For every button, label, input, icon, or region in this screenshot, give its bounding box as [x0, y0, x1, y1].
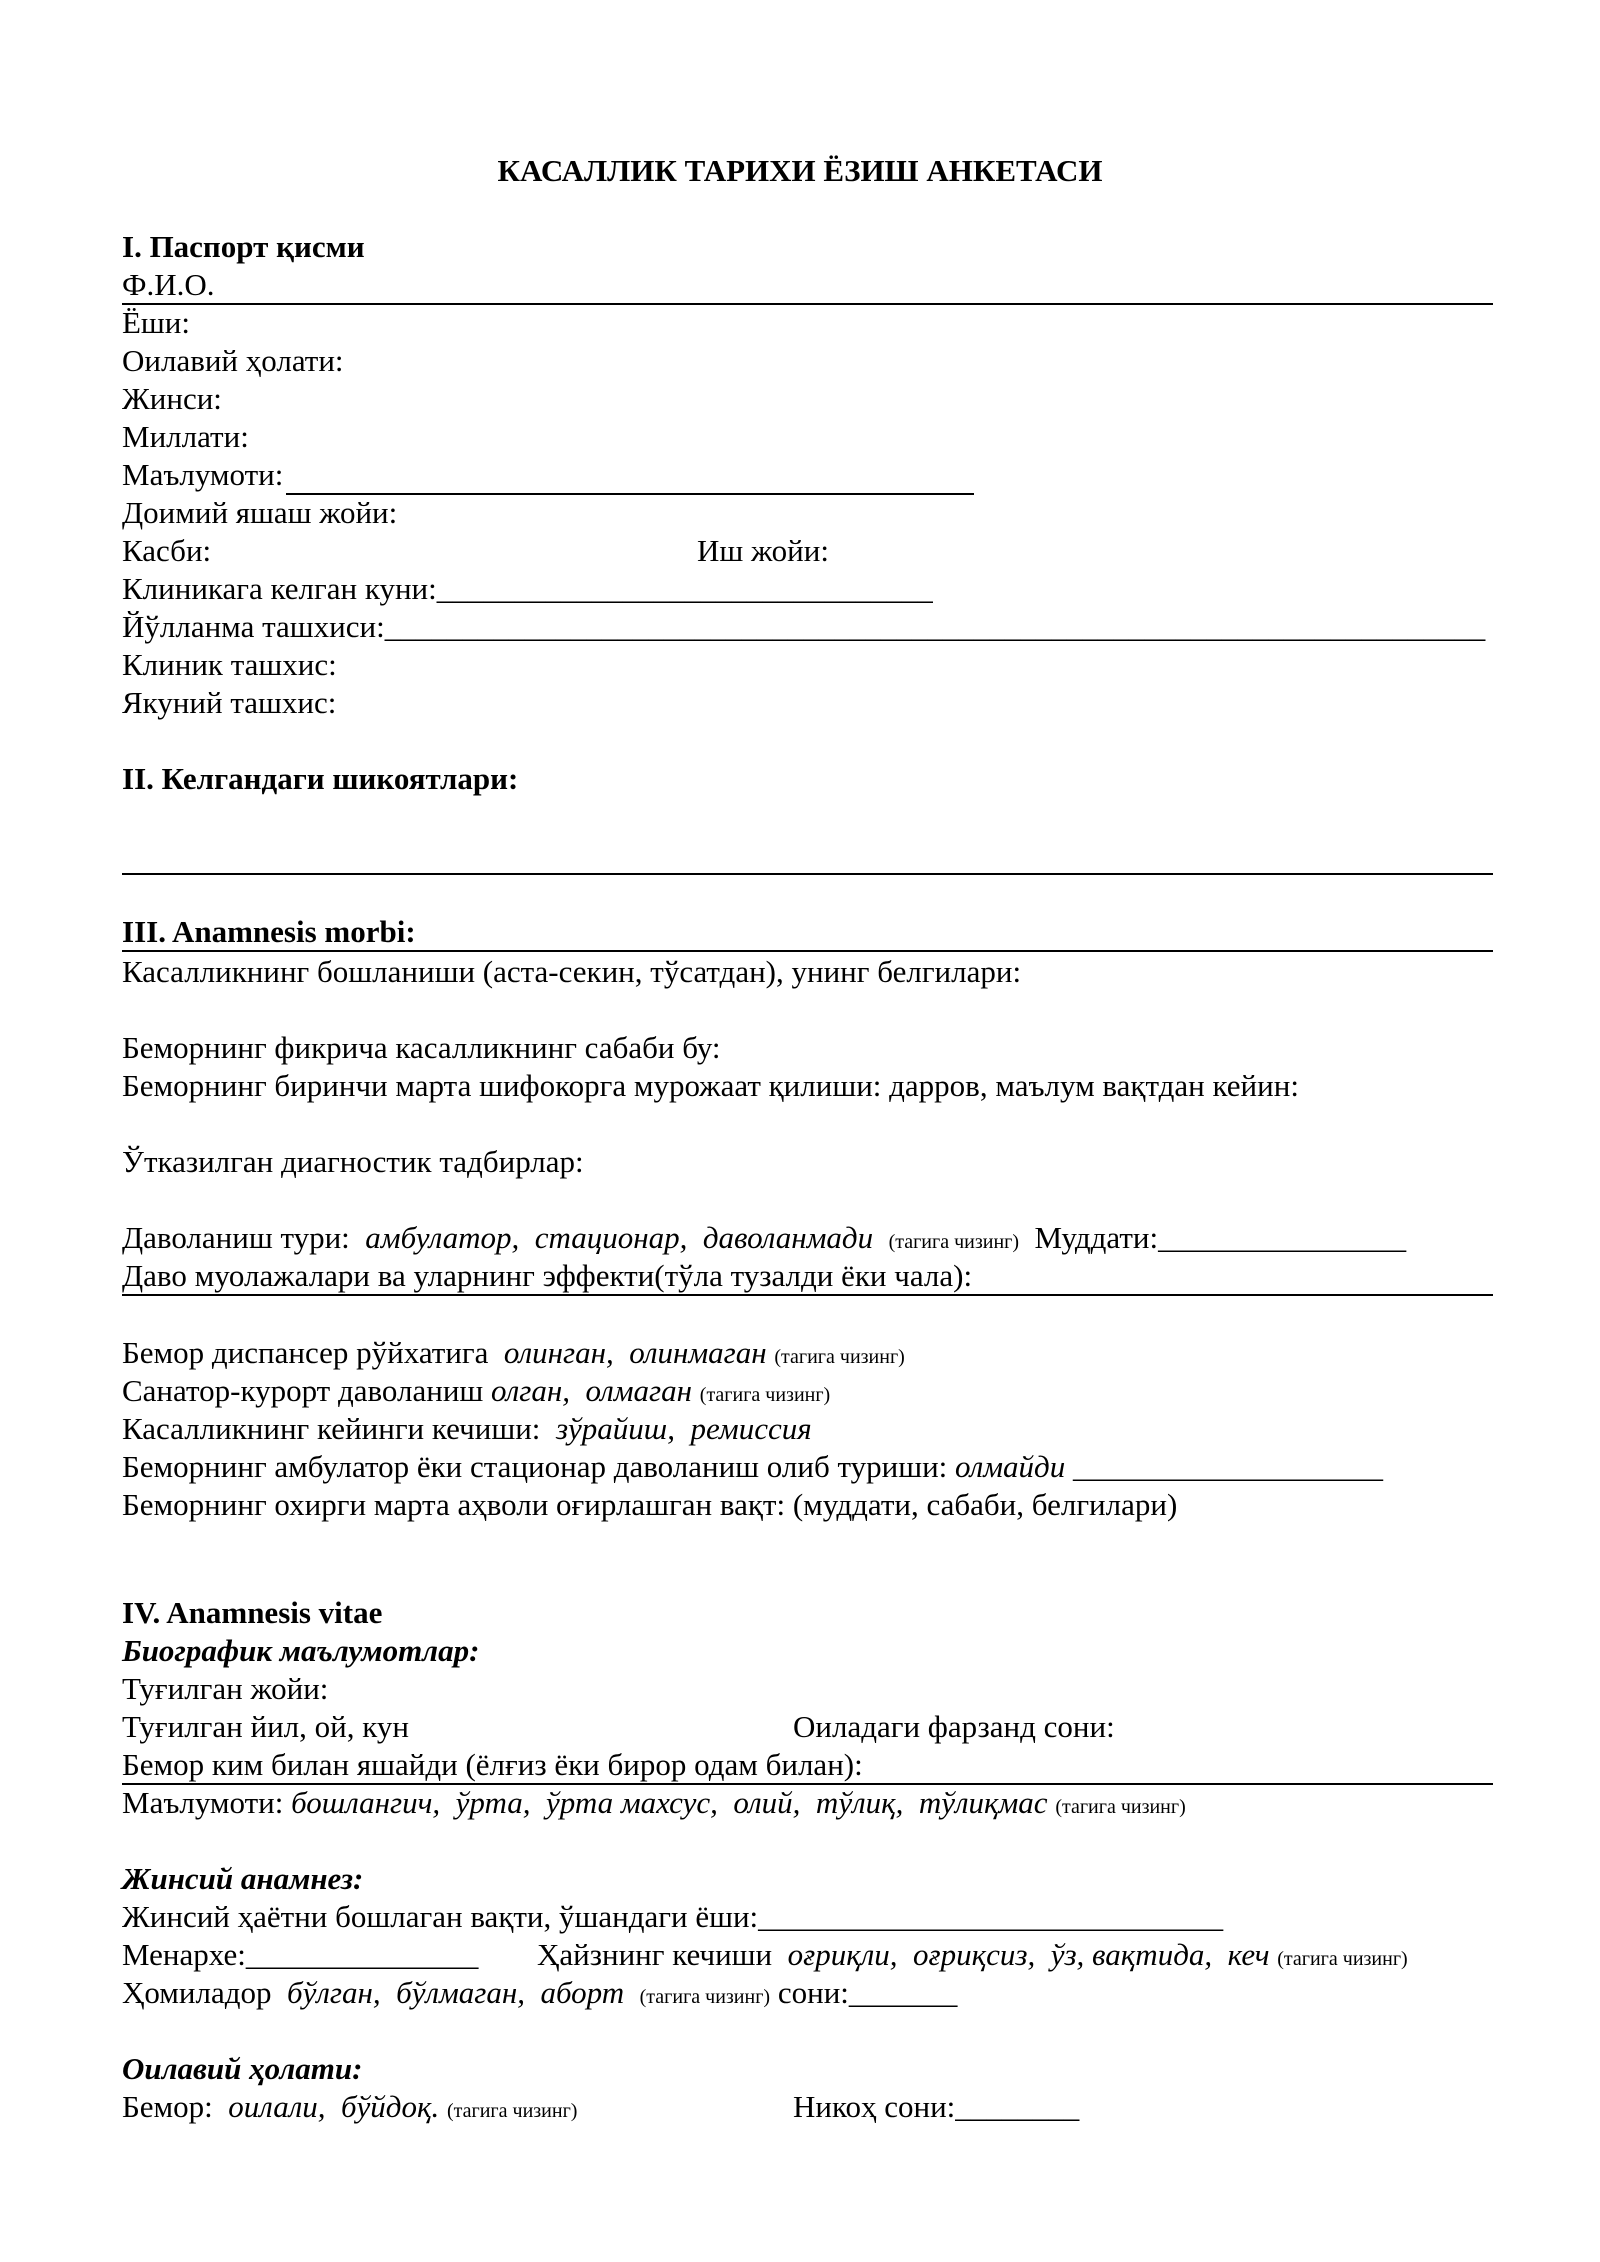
field-sex-life-start: Жинсий ҳаётни бошлаган вақти, ўшандаги ёши:______________________________	[122, 1899, 1224, 1934]
menses-options: оғриқли, оғриқсиз, ўз, вақтида, кеч	[787, 1937, 1270, 1972]
underline-note: (тагига чизинг)	[1277, 1948, 1408, 1970]
patient-marital-options: оилали, бўйдоқ.	[228, 2089, 440, 2124]
dispensary-label: Бемор диспансер рўйхатига	[122, 1335, 504, 1370]
vitae-education-options: бошлангич, ўрта, ўрта махсус, олий, тўлиқ, тўлиқмас	[291, 1785, 1048, 1820]
sanatorium-options: олган, олмаган	[491, 1373, 693, 1408]
field-menarche: Менархе:_______________	[122, 1937, 479, 1972]
field-diagnostics: Ўтказилган диагностик тадбирлар:	[122, 1144, 584, 1179]
underline-note: (тагига чизинг)	[774, 1346, 905, 1368]
field-pregnancy	[122, 1974, 957, 2016]
field-profession: Касби:	[122, 533, 212, 568]
field-children-count: Оиладаги фарзанд сони:	[793, 1709, 1115, 1744]
field-vitae-education	[122, 1784, 1186, 1826]
underline-note: (тагига чизинг)	[639, 1986, 771, 2008]
field-lives-with: Бемор ким билан яшайди (ёлғиз ёки бирор одам билан):	[122, 1747, 863, 1782]
regular-treatment-line: ____________________	[1065, 1449, 1383, 1484]
field-last-worsening: Беморнинг охирги марта аҳволи оғирлашган вақт: (муддати, сабаби, белгилари)	[122, 1487, 1178, 1522]
field-fio: Ф.И.О.	[122, 267, 215, 302]
vitae-education-label: Маълумоти:	[122, 1785, 292, 1820]
section-4-heading: IV. Anamnesis vitae	[122, 1595, 383, 1630]
field-treatment-effect: Даво муолажалари ва уларнинг эффекти(тўла тузалди ёки чала):	[122, 1258, 973, 1293]
treatment-type-label: Даволаниш тури:	[122, 1220, 366, 1255]
field-regular-treatment	[122, 1448, 1383, 1486]
menses-label: Ҳайзнинг кечиши	[537, 1937, 788, 1972]
dispensary-options: олинган, олинмаган	[503, 1335, 767, 1370]
family-status-heading: Оилавий ҳолати:	[122, 2051, 363, 2086]
underline-note: (тагига чизинг)	[699, 1384, 831, 1406]
sanatorium-label: Санатор-курорт даволаниш	[122, 1373, 492, 1408]
pregnancy-options: бўлган, бўлмаган, аборт	[287, 1975, 625, 2010]
field-birthplace: Туғилган жойи:	[122, 1671, 329, 1706]
field-onset: Касалликнинг бошланиши (аста-секин, тўсатдан), унинг белгилари:	[122, 954, 1022, 989]
field-sanatorium	[122, 1372, 830, 1414]
field-dispensary	[122, 1334, 905, 1376]
pregnancy-label: Ҳомиладор	[122, 1975, 288, 2010]
sexual-anamnesis-heading: Жинсий анамнез:	[122, 1861, 364, 1896]
field-first-visit: Беморнинг биринчи марта шифокорга мурожаат қилиши: дарров, маълум вақтдан кейин:	[122, 1068, 1299, 1103]
regular-treatment-option: олмайди	[955, 1449, 1066, 1484]
field-education: Маълумоти:	[122, 457, 284, 492]
fio-line	[122, 303, 1493, 305]
field-residence: Доимий яшаш жойи:	[122, 495, 398, 530]
field-menses	[537, 1936, 1408, 1978]
regular-treatment-label: Беморнинг амбулатор ёки стационар даволаниш олиб туриши:	[122, 1449, 956, 1484]
field-clinic-date: Клиникага келган куни:________________________________	[122, 571, 933, 606]
treatment-type-options: амбулатор, стационар, даволанмади	[365, 1220, 874, 1255]
field-course	[122, 1410, 812, 1448]
pregnancy-count: сони:_______	[770, 1975, 958, 2010]
field-birthdate: Туғилган йил, ой, кун	[122, 1709, 409, 1744]
document-title: КАСАЛЛИК ТАРИХИ ЁЗИШ АНКЕТАСИ	[497, 153, 1103, 188]
field-marriages-count: Никоҳ сони:________	[793, 2089, 1080, 2124]
field-sex: Жинси:	[122, 381, 222, 416]
field-workplace: Иш жойи:	[697, 533, 829, 568]
treatment-duration: Муддати:________________	[1034, 1220, 1407, 1255]
field-age: Ёши:	[122, 305, 191, 340]
field-referral-diagnosis: Йўлланма ташхиси:_______________________________________________________________________	[122, 609, 1486, 644]
course-label: Касалликнинг кейинги кечиши:	[122, 1411, 556, 1446]
treatment-effect-line	[122, 1294, 1493, 1296]
section-1-heading: I. Паспорт қисми	[122, 229, 365, 264]
field-final-diagnosis: Якуний ташхис:	[122, 685, 337, 720]
section-2-heading: II. Келгандаги шикоятлари:	[122, 761, 519, 796]
section-3-heading: III. Anamnesis morbi:	[122, 914, 416, 949]
underline-note: (тагига чизинг)	[447, 2100, 578, 2122]
patient-marital-label: Бемор:	[122, 2089, 229, 2124]
underline-note: (тагига чизинг)	[1055, 1796, 1186, 1818]
complaints-line	[122, 873, 1493, 875]
field-cause: Беморнинг фикрича касалликнинг сабаби бу:	[122, 1030, 721, 1065]
field-patient-marital	[122, 2088, 577, 2130]
field-marital: Оилавий ҳолати:	[122, 343, 344, 378]
biography-heading: Биографик маълумотлар:	[122, 1633, 480, 1668]
anamnesis-morbi-line	[122, 950, 1493, 952]
underline-note: (тагига чизинг)	[888, 1231, 1020, 1253]
course-options: зўрайиш, ремиссия	[555, 1411, 812, 1446]
field-clinical-diagnosis: Клиник ташхис:	[122, 647, 337, 682]
field-nation: Миллати:	[122, 419, 249, 454]
field-treatment-type	[122, 1219, 1406, 1261]
